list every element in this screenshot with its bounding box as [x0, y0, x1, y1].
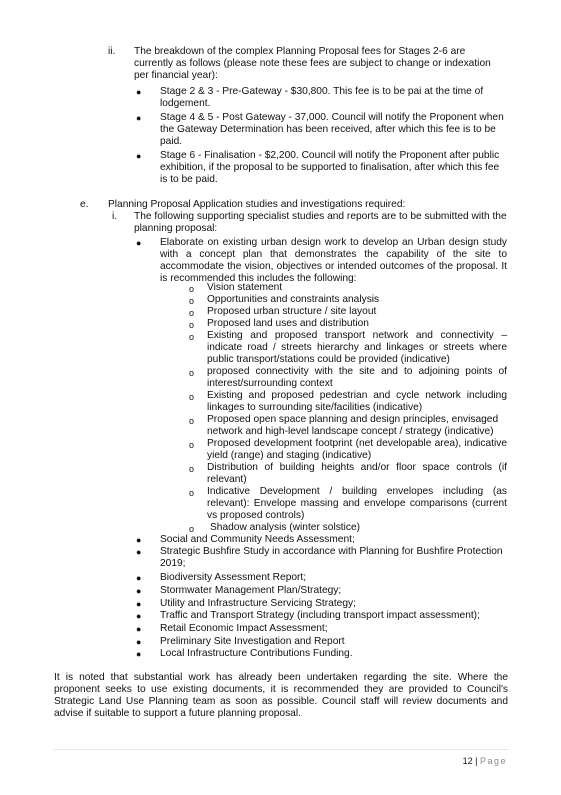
section-ii-text: The breakdown of the complex Planning Proposal fees for Stages 2-6 are currently as follows (please note these fees are subject to change or indexation per financial year):: [134, 46, 491, 81]
urban-design-item: proposed connectivity with the site and to adjoining points of interest/surrounding context: [207, 366, 507, 389]
study-item: Traffic and Transport Strategy (including transport impact assessment);: [160, 610, 480, 621]
bullet-icon: ●: [136, 547, 142, 557]
urban-design-study: Elaborate on existing urban design work to develop an Urban design study with a concept plan that demonstrates the capability of the site to accommodate the vision, objectives or intended outcomes of the proposal. It is recommended this includes the following:: [160, 237, 507, 284]
section-e-i-label: i.: [112, 211, 118, 222]
bullet-icon: ●: [136, 113, 142, 123]
urban-design-item: Opportunities and constraints analysis: [207, 294, 380, 305]
bullet-icon: ●: [136, 87, 142, 97]
bullet-icon: ●: [136, 151, 142, 161]
urban-design-item: Existing and proposed transport network and connectivity – indicate road / streets hierarchy and linkages or streets where public transport/stations could be provided (indicative): [207, 330, 507, 365]
section-e-heading: Planning Proposal Application studies and investigations required:: [108, 199, 406, 210]
circle-bullet-icon: o: [189, 368, 195, 378]
circle-bullet-icon: o: [189, 392, 195, 402]
closing-paragraph: It is noted that substantial work has already been undertaken regarding the site. Where the proponent seeks to use existing documents, it is recommended they are provided to Council's Strategic Land Use Planning team as soon as possible. Council staff will review documents and advise if suitable to support a future planning proposal.: [54, 672, 508, 719]
circle-bullet-icon: o: [189, 308, 195, 318]
bullet-icon: ●: [136, 611, 142, 621]
section-ii-label: ii.: [108, 46, 116, 57]
bullet-icon: ●: [136, 535, 142, 545]
urban-design-item: Distribution of building heights and/or floor space controls (if relevant): [207, 462, 507, 485]
page-word: Page: [479, 756, 507, 766]
urban-design-item: Shadow analysis (winter solstice): [210, 522, 361, 533]
bullet-icon: ●: [136, 573, 142, 583]
urban-design-item: Indicative Development / building envelopes including (as relevant): Envelope massing and envelope comparisons (current vs proposed controls): [207, 486, 507, 521]
bullet-icon: ●: [136, 649, 142, 659]
urban-design-item: Proposed open space planning and design principles, envisaged network and high-level landscape concept / strategy (indicative): [207, 414, 499, 437]
page-number: 12: [462, 756, 473, 766]
circle-bullet-icon: o: [189, 464, 195, 474]
study-item: Retail Economic Impact Assessment;: [160, 623, 328, 634]
urban-design-item: Proposed urban structure / site layout: [207, 306, 377, 317]
page-footer: [463, 756, 507, 768]
footer-separator: |: [475, 756, 478, 766]
footer-divider: [54, 749, 509, 750]
fee-item: Stage 4 & 5 - Post Gateway - 37,000. Council will notify the Proponent when the Gateway Determination has been received, after which this fee is to be paid.: [160, 112, 504, 147]
bullet-icon: ●: [136, 599, 142, 609]
circle-bullet-icon: o: [189, 284, 195, 294]
bullet-icon: ●: [136, 238, 142, 248]
section-e-label: e.: [80, 199, 89, 210]
bullet-icon: ●: [136, 586, 142, 596]
urban-design-item: Proposed development footprint (net developable area), indicative yield (range) and staging (indicative): [207, 438, 507, 461]
circle-bullet-icon: o: [189, 440, 195, 450]
study-item: Utility and Infrastructure Servicing Strategy;: [160, 598, 356, 609]
circle-bullet-icon: o: [189, 524, 195, 534]
bullet-icon: ●: [136, 637, 142, 647]
circle-bullet-icon: o: [189, 296, 195, 306]
circle-bullet-icon: o: [189, 320, 195, 330]
study-item: Preliminary Site Investigation and Report: [160, 636, 345, 647]
urban-design-item: Existing and proposed pedestrian and cycle network including linkages to surrounding site/facilities (indicative): [207, 390, 507, 413]
study-item: Stormwater Management Plan/Strategy;: [160, 585, 342, 596]
circle-bullet-icon: o: [189, 416, 195, 426]
circle-bullet-icon: o: [189, 332, 195, 342]
bullet-icon: ●: [136, 624, 142, 634]
section-e-i-text: The following supporting specialist studies and reports are to be submitted with the planning proposal:: [134, 211, 507, 234]
fee-item: Stage 6 - Finalisation - $2,200. Council will notify the Proponent after public exhibition, if the proposal to be supported to finalisation, after which this fee is to be paid.: [160, 150, 500, 185]
fee-item: Stage 2 & 3 - Pre-Gateway - $30,800. This fee is to be pai at the time of lodgement.: [160, 86, 484, 109]
study-item: Biodiversity Assessment Report;: [160, 572, 307, 583]
study-item: Strategic Bushfire Study in accordance with Planning for Bushfire Protection 2019;: [160, 546, 503, 569]
urban-design-item: Vision statement: [207, 282, 283, 293]
circle-bullet-icon: o: [189, 488, 195, 498]
study-item: Social and Community Needs Assessment;: [160, 534, 355, 545]
study-item: Local Infrastructure Contributions Funding.: [160, 648, 353, 659]
urban-design-item: Proposed land uses and distribution: [207, 318, 369, 329]
